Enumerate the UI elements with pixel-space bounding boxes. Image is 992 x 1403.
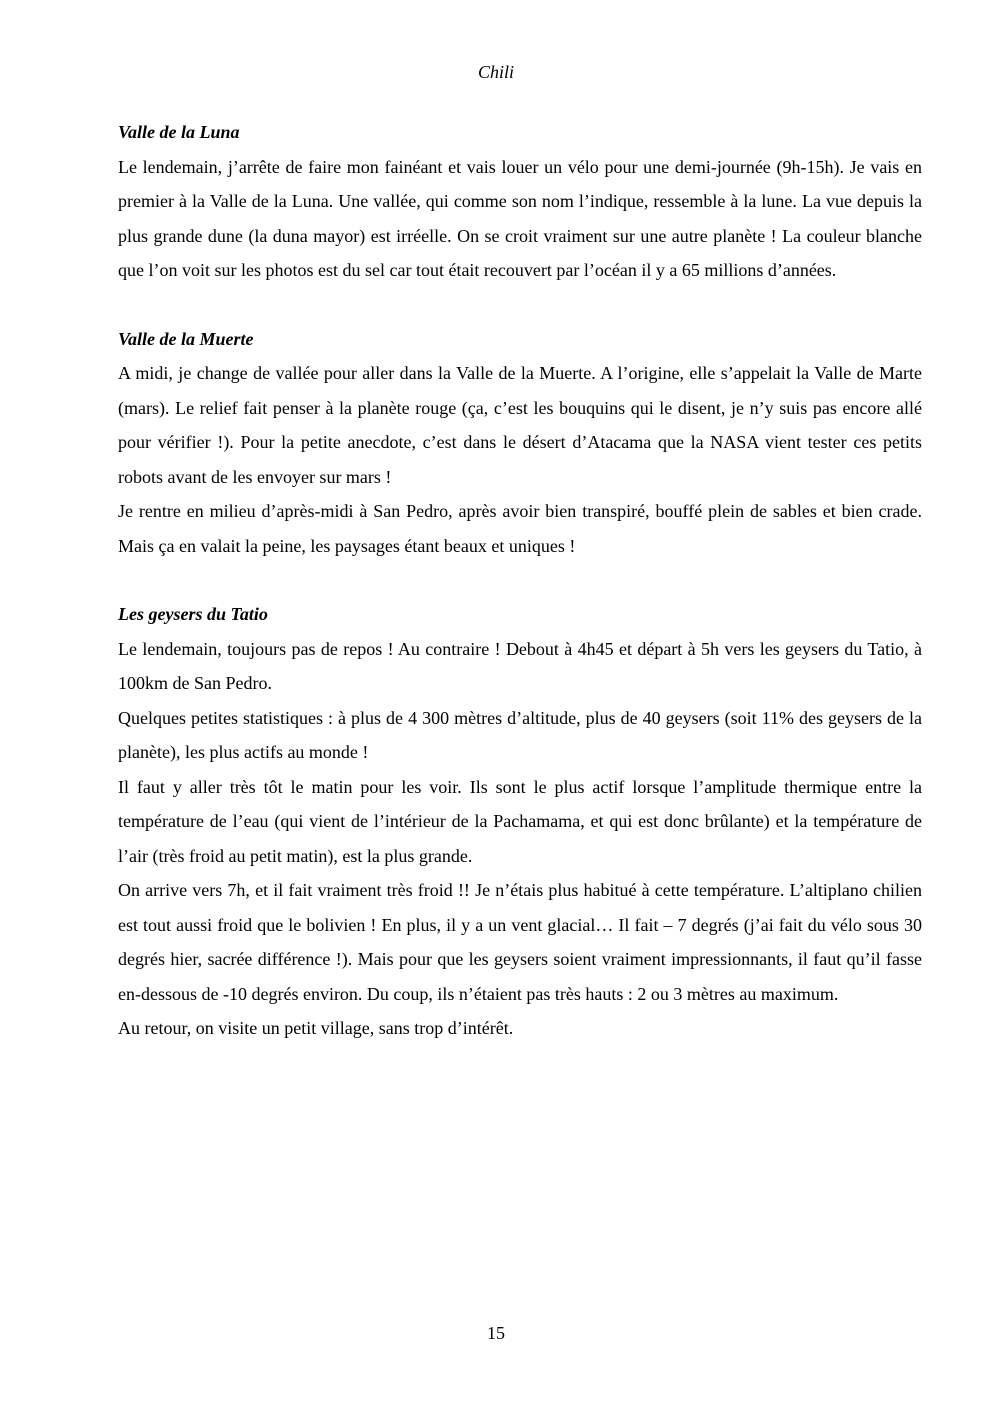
page-number: 15 [487, 1323, 505, 1343]
section-title: Valle de la Muerte [118, 328, 254, 349]
section-valle-de-la-luna [118, 115, 922, 288]
paragraph: Le lendemain, toujours pas de repos ! Au contraire ! Debout à 4h45 et départ à 5h vers les geysers du Tatio, à 100km de San Pedro. [118, 638, 922, 693]
section-geysers-du-tatio [118, 597, 922, 1046]
paragraph: On arrive vers 7h, et il fait vraiment très froid !! Je n’étais plus habitué à cette température. L’altiplano chilien est tout aussi froid que le bolivien ! En plus, il y a un vent glacial… Il fait – 7 degrés (j’ai fait du vélo sous 30 degrés hier, sacrée différence !). Mais pour que les geysers soient vraiment impressionnants, il faut qu’il fasse en-dessous de -10 degrés environ. Du coup, ils n’étaient pas très hauts : 2 ou 3 mètres au maximum. [118, 880, 922, 1004]
section-valle-de-la-muerte [118, 322, 922, 564]
paragraph: Quelques petites statistiques : à plus de 4 300 mètres d’altitude, plus de 40 geysers (soit 11% des geysers de la planète), les plus actifs au monde ! [118, 707, 922, 762]
paragraph: A midi, je change de vallée pour aller dans la Valle de la Muerte. A l’origine, elle s’appelait la Valle de Marte (mars). Le relief fait penser à la planète rouge (ça, c’est les bouquins qui le disent, je n’y suis pas encore allé pour vérifier !). Pour la petite anecdote, c’est dans le désert d’Atacama que la NASA vient tester ces petits robots avant de les envoyer sur mars ! [118, 363, 922, 487]
section-title: Valle de la Luna [118, 122, 240, 142]
paragraph: Il faut y aller très tôt le matin pour les voir. Ils sont le plus actif lorsque l’amplitude thermique entre la température de l’eau (qui vient de l’intérieur de la Pachamama, et qui est donc brûlante) et la température de l’air (très froid au petit matin), est la plus grande. [118, 776, 922, 866]
section-title: Les geysers du Tatio [118, 604, 268, 624]
page-body [118, 115, 922, 1080]
paragraph: Je rentre en milieu d’après-midi à San Pedro, après avoir bien transpiré, bouffé plein de sables et bien crade. Mais ça en valait la peine, les paysages étant beaux et uniques ! [118, 501, 922, 556]
running-header: Chili [477, 62, 514, 82]
paragraph: Au retour, on visite un petit village, sans trop d’intérêt. [118, 1018, 514, 1038]
paragraph: Le lendemain, j’arrête de faire mon fainéant et vais louer un vélo pour une demi-journée (9h-15h). Je vais en premier à la Valle de la Luna. Une vallée, qui comme son nom l’indique, ressemble à la lune. La vue depuis la plus grande dune (la duna mayor) est irréelle. On se croit vraiment sur une autre planète ! La couleur blanche que l’on voit sur les photos est du sel car tout était recouvert par l’océan il y a 65 millions d’années. [118, 156, 922, 280]
